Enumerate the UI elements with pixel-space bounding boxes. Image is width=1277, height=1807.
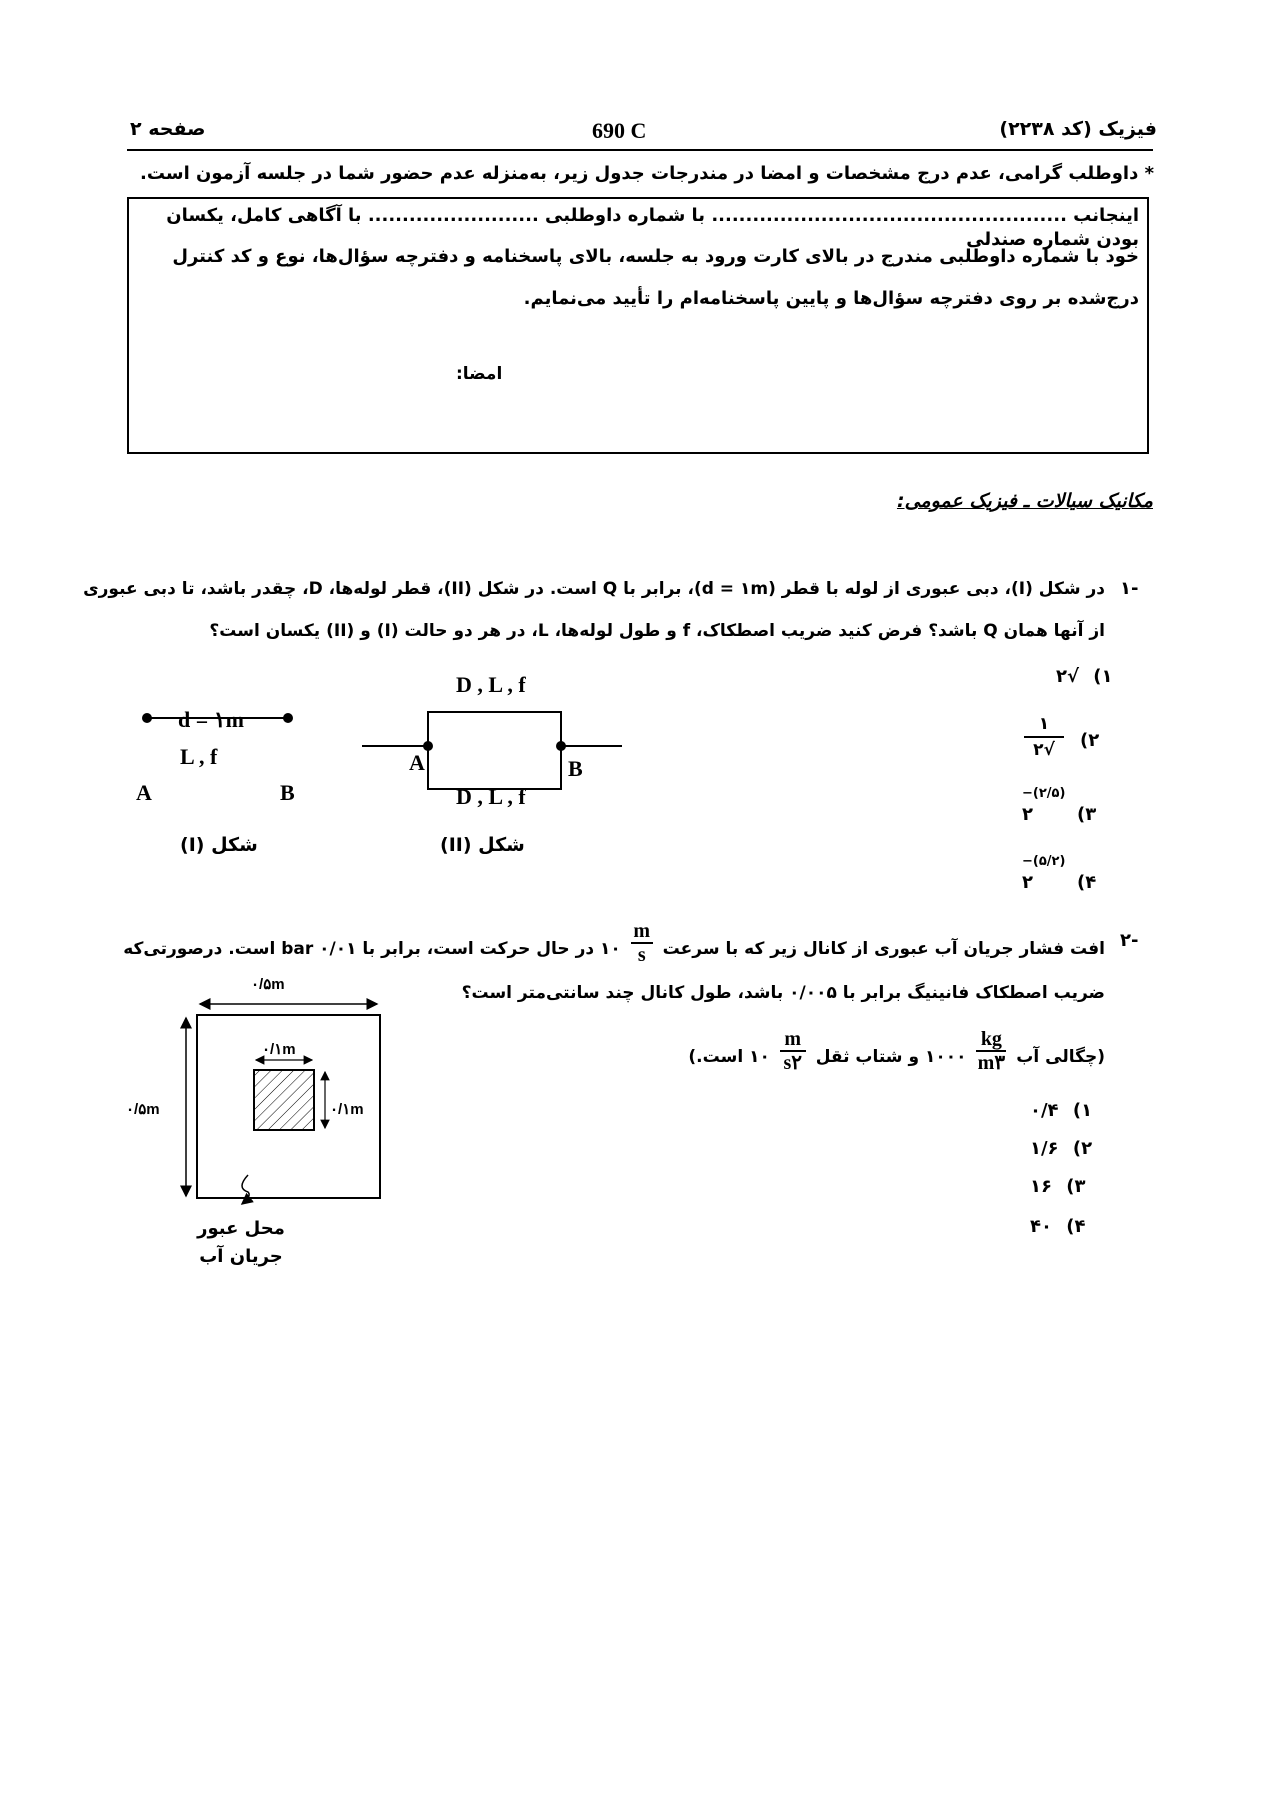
q2-gravity-unit-top: m [784, 1028, 802, 1050]
fig1-b-label: B [280, 780, 295, 805]
fig1-point-b [283, 713, 293, 723]
q1-option-4-num: ۴) [1077, 872, 1097, 893]
declaration-line-2: خود با شماره داوطلبی مندرج در بالای کارت ورود به جلسه، بالای پاسخنامه و دفترچه سؤال‌ها، نوع و کد کنترل [172, 246, 1139, 267]
fig1-a-label: A [136, 780, 152, 805]
fig1-lf-label: L , f [180, 744, 218, 769]
q2-option-4-text: ۴۰ [1030, 1216, 1052, 1237]
q2-gravity-value: ۱۰ [749, 1047, 770, 1067]
q2-speed-unit [631, 922, 653, 964]
q2-option-3-text: ۱۶ [1030, 1176, 1052, 1197]
q2-inner-square [254, 1070, 314, 1130]
q1-option-1-num: ۱) [1093, 666, 1113, 687]
q2-line-2: ضریب اصطکاک فانینیگ برابر با ۰/۰۰۵ باشد، طول کانال چند سانتی‌متر است؟ [461, 983, 1105, 1003]
q2-number: ۲- [1120, 930, 1139, 951]
fig2-bottom-label: D , L , f [456, 784, 526, 809]
q1-option-2-denominator: √۲ [1033, 740, 1055, 760]
q2-figure-caption-2: جریان آب [199, 1246, 283, 1267]
q2-line-1-a: افت فشار جریان آب عبوری از کانال زیر که با سرعت [662, 939, 1105, 959]
q2-line-3-b: و شتاب ثقل [815, 1047, 920, 1067]
q2-option-3-num: ۳) [1066, 1176, 1086, 1197]
q2-option-1[interactable] [1030, 1100, 1092, 1121]
q2-gravity-unit-bot: s۲ [783, 1052, 803, 1074]
q2-speed-unit-top: m [633, 920, 651, 942]
q2-gravity-unit [780, 1030, 806, 1072]
q2-density-unit-bot: m۳ [977, 1052, 1006, 1074]
q2-option-1-text: ۰/۴ [1030, 1100, 1059, 1121]
fig2-top-label: D , L , f [456, 672, 526, 697]
signature-label: امضا: [456, 364, 503, 384]
fig2-b-label: B [568, 756, 583, 781]
fig2-caption: شکل (II) [440, 834, 525, 856]
q2-line-3-a: (چگالی آب [1016, 1047, 1105, 1067]
q1-option-4-exponent: −(۵/۲) [1022, 854, 1066, 869]
q2-outer-height-label: ۰/۵m [126, 1101, 160, 1118]
q1-option-4-base: ۲ [1022, 872, 1033, 893]
q1-option-3-exponent: −(۲/۵) [1022, 786, 1066, 801]
fig2-point-b [556, 741, 566, 751]
q2-option-1-num: ۱) [1072, 1100, 1093, 1121]
q2-outer-width-label: ۰/۵m [251, 976, 285, 993]
q2-option-2-num: ۲) [1072, 1138, 1093, 1159]
q1-option-2-numerator: ۱ [1038, 714, 1050, 734]
q2-line-1-b: در حال حرکت است، برابر با ۰/۰۱ bar است. درصورتی‌که [123, 939, 595, 959]
q1-option-4[interactable] [1012, 854, 1122, 900]
q2-line-3 [688, 1028, 1105, 1078]
section-title: مکانیک سیالات ـ فیزیک عمومی: [896, 490, 1153, 512]
fig2-loop [428, 712, 561, 789]
q2-option-2-text: ۱/۶ [1030, 1138, 1059, 1159]
q2-option-4-num: ۴) [1066, 1216, 1086, 1237]
q1-option-2-num: ۲) [1080, 730, 1100, 751]
fig2-a-label: A [409, 750, 425, 775]
header-code: 690 C [592, 118, 647, 143]
q2-option-4[interactable] [1030, 1216, 1086, 1237]
q1-option-3-num: ۳) [1077, 804, 1097, 825]
q1-option-3[interactable] [1012, 786, 1122, 832]
q2-option-3[interactable] [1030, 1176, 1086, 1197]
declaration-line-3: درج‌شده بر روی دفترچه سؤال‌ها و پایین پاسخنامه‌ام را تأیید می‌نمایم. [523, 288, 1139, 309]
header-page: صفحه ۲ [130, 118, 206, 140]
q1-line-2: از آنها همان Q باشد؟ فرض کنید ضریب اصطکاک، f و طول لوله‌ها، L، در هر دو حالت (I) و (II) یکسان است؟ [209, 621, 1105, 641]
q2-speed-value: ۱۰ [600, 939, 621, 959]
declaration-line-1: اینجانب .................................................... با شماره داوطلبی ......................... با آگاهی کامل، یکسان بودن شماره صندلی [166, 205, 1139, 250]
q1-option-3-base: ۲ [1022, 804, 1033, 825]
q2-density-value: ۱۰۰۰ [924, 1047, 967, 1067]
q2-density-unit [976, 1030, 1006, 1072]
q2-inner-width-label: ۰/۱m [262, 1041, 296, 1058]
q2-line-1 [123, 920, 1105, 970]
q2-density-unit-top: kg [980, 1028, 1002, 1050]
q2-speed-unit-bot: s [637, 944, 646, 966]
q2-figure-caption-1: محل عبور [197, 1218, 285, 1239]
q2-option-2[interactable] [1030, 1138, 1092, 1159]
q1-option-1[interactable] [1056, 666, 1113, 687]
q1-option-1-text: √۲ [1056, 666, 1080, 687]
fig1-caption: شکل (I) [180, 834, 258, 856]
q1-option-2-fraction-bar [1024, 736, 1064, 738]
q2-inner-height-label: ۰/۱m [330, 1101, 364, 1118]
q1-line-1: در شکل (I)، دبی عبوری از لوله با قطر (d = ۱m)، برابر با Q است. در شکل (II)، قطر لوله‌ها، D، چقدر باشد، تا دبی عبوری [83, 579, 1105, 599]
q2-line-3-c: است.) [688, 1047, 744, 1067]
header-divider [127, 149, 1153, 151]
fig1-d-label: d = ۱m [178, 707, 244, 732]
q2-flow-pointer [242, 1175, 249, 1204]
q1-number: ۱- [1120, 578, 1139, 599]
fig1-point-a [142, 713, 152, 723]
header-subject: فیزیک (کد ۲۲۳۸) [999, 118, 1157, 140]
notice-text: * داوطلب گرامی، عدم درج مشخصات و امضا در مندرجات جدول زیر، به‌منزله عدم حضور شما در جلسه آزمون است. [140, 163, 1154, 184]
